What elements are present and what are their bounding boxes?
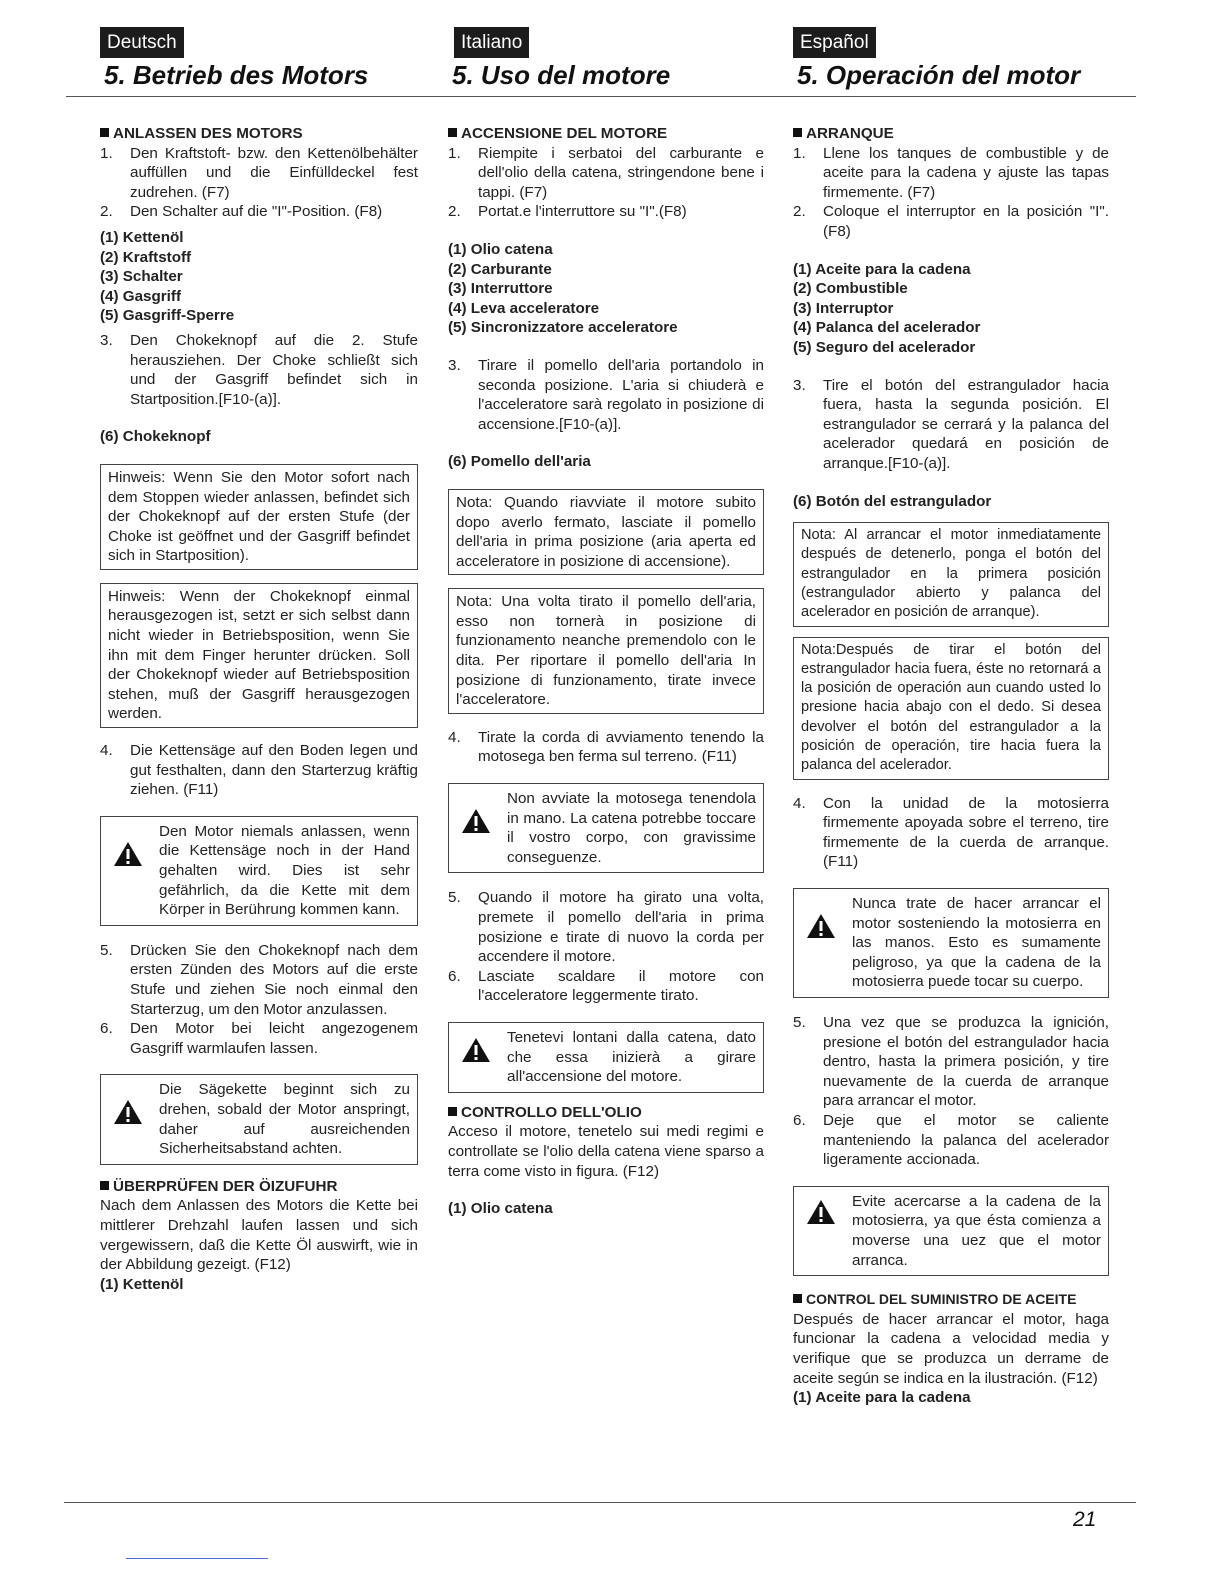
note-box: Nota:Después de tirar el botón del estrangulador hacia fuera, éste no retornará a la posición de operación aun cuando usted lo presione hacia abajo con el dedo. Si desea devolver el botón del estrangulador a la posición de operación, tire hacia fuera la palanca del acelerador. bbox=[793, 637, 1109, 780]
warning-box: Nunca trate de hacer arrancar el motor sosteniendo la motosierra en las manos. Esto es sumamente peligroso, ya que la cadena de la motosierra puede tocar su cuerpo. bbox=[793, 888, 1109, 998]
column-content bbox=[100, 124, 418, 1294]
step-item: 6. Lasciate scaldare il motore con l'acceleratore leggermente tirato. bbox=[448, 967, 764, 1005]
legend-item: (5) Sincronizzatore acceleratore bbox=[448, 319, 678, 337]
steps-list bbox=[448, 144, 764, 222]
warning-triangle-icon bbox=[806, 1199, 836, 1225]
steps-list bbox=[448, 888, 764, 1006]
oil-check-heading: ÜBERPRÜFEN DER ÖIZUFUHR bbox=[100, 1177, 418, 1197]
parts-legend bbox=[448, 240, 764, 338]
section-title: 5. Betrieb des Motors bbox=[104, 60, 369, 90]
legend-item: (4) Leva acceleratore bbox=[448, 299, 600, 317]
column-content bbox=[793, 124, 1109, 1408]
bullet-square-icon bbox=[448, 128, 457, 137]
language-tag: Español bbox=[793, 27, 876, 58]
note-box: Nota: Quando riavviate il motore subito dopo averlo fermato, lasciate il pomello dell'aria in prima posizione (aria aperta ed acceleratore in posizione di accensione). bbox=[448, 489, 764, 575]
steps-list bbox=[100, 144, 418, 222]
steps-list bbox=[100, 741, 418, 800]
step-item: 4. Tirate la corda di avviamento tenendo la motosega ben ferma sul terreno. (F11) bbox=[448, 728, 764, 766]
oil-check-text: Nach dem Anlassen des Motors die Kette bei mittlerer Drehzahl laufen lassen und sich vergewissern, daß die Kette Öl auswirft, wie in der Abbildung gezeigt. (F12) bbox=[100, 1197, 418, 1274]
language-tag: Italiano bbox=[454, 27, 529, 58]
step-item: 5. Una vez que se produzca la ignición, presione el botón del estrangulador hacia dentro, hasta la primera posición, y tire nuevamente de la cuerda de arranque para arrancar el motor. bbox=[793, 1014, 1109, 1110]
warning-box: Evite acercarse a la cadena de la motosierra, ya que ésta comienza a moverse una uez que el motor arranca. bbox=[793, 1186, 1109, 1276]
bullet-square-icon bbox=[793, 128, 802, 137]
steps-list bbox=[100, 941, 418, 1059]
warning-triangle-icon bbox=[461, 1037, 491, 1063]
choke-legend: (6) Botón del estrangulador bbox=[793, 492, 992, 510]
warning-triangle-icon bbox=[806, 913, 836, 939]
legend-item: (1) Aceite para la cadena bbox=[793, 260, 971, 278]
steps-list bbox=[448, 356, 764, 434]
parts-legend bbox=[793, 260, 1109, 358]
step-item: 1. Den Kraftstoft- bzw. den Kettenölbehälter auffüllen und die Einfülldeckel fest zudrehen. (F7) bbox=[100, 144, 418, 201]
steps-list bbox=[793, 376, 1109, 474]
warning-box: Die Sägekette beginnt sich zu drehen, sobald der Motor anspringt, daher auf ausreichenden Sicherheitsabstand achten. bbox=[100, 1074, 418, 1164]
section-title: 5. Uso del motore bbox=[452, 60, 671, 90]
warning-box: Tenetevi lontani dalla catena, dato che essa inizierà a girare all'accensione del motore. bbox=[448, 1022, 764, 1093]
legend-item: (1) Kettenöl bbox=[100, 228, 184, 246]
legend-item: (3) Interruttore bbox=[448, 280, 553, 298]
step-item: 3. Tirare il pomello dell'aria portandolo in seconda posizione. L'aria si chiuderà e l'acceleratore sarà regolato in posizione di accensione.[F10-(a)]. bbox=[448, 356, 764, 433]
step-item: 2. Den Schalter auf die "I"-Position. (F8) bbox=[100, 203, 383, 221]
start-heading: ANLASSEN DES MOTORS bbox=[100, 124, 418, 144]
warning-triangle-icon bbox=[113, 1099, 143, 1125]
oil-check-heading: CONTROL DEL SUMINISTRO DE ACEITE bbox=[793, 1290, 1109, 1310]
legend-item: (1) Olio catena bbox=[448, 240, 553, 258]
footer-link-line bbox=[126, 1558, 268, 1559]
note-box: Nota: Una volta tirato il pomello dell'aria, esso non tornerà in posizione di funzionamento neanche premendolo con le dita. Per riportare il pomello dell'aria In posizione di funzionamento, tirate invece l'acceleratore. bbox=[448, 588, 764, 714]
choke-legend: (6) Chokeknopf bbox=[100, 428, 211, 446]
legend-item: (2) Combustible bbox=[793, 280, 908, 298]
oil-check-heading: CONTROLLO DELL'OLIO bbox=[448, 1103, 764, 1123]
legend-item: (5) Seguro del acelerador bbox=[793, 338, 976, 356]
warning-triangle-icon bbox=[461, 808, 491, 834]
steps-list bbox=[448, 728, 764, 767]
choke-legend: (6) Pomello dell'aria bbox=[448, 453, 591, 471]
header-rule bbox=[66, 96, 1136, 97]
bullet-square-icon bbox=[100, 128, 109, 137]
step-item: 6. Deje que el motor se caliente manteniendo la palanca del acelerador ligeramente accionada. bbox=[793, 1111, 1109, 1169]
start-heading: ARRANQUE bbox=[793, 124, 1109, 144]
step-item: 1. Riempite i serbatoi del carburante e dell'olio della catena, stringendone bene i tappi. (F7) bbox=[448, 144, 764, 201]
steps-list bbox=[793, 794, 1109, 872]
steps-list bbox=[793, 1013, 1109, 1170]
bullet-square-icon bbox=[448, 1107, 457, 1116]
step-item: 1. Llene los tanques de combustible y de aceite para la cadena y ajuste las tapas firmemente. (F7) bbox=[793, 144, 1109, 201]
legend-item: (5) Gasgriff-Sperre bbox=[100, 307, 235, 325]
parts-legend bbox=[100, 228, 418, 326]
legend-item: (4) Palanca del acelerador bbox=[793, 319, 981, 337]
step-item: 4. Die Kettensäge auf den Boden legen und gut festhalten, dann den Starterzug kräftig ziehen. (F11) bbox=[100, 742, 418, 799]
legend-item: (2) Carburante bbox=[448, 260, 552, 278]
legend-item: (3) Interruptor bbox=[793, 299, 894, 317]
legend-item: (4) Gasgriff bbox=[100, 287, 182, 305]
warning-box: Non avviate la motosega tenendola in mano. La catena potrebbe toccare il vostro corpo, con gravissime conseguenze. bbox=[448, 783, 764, 873]
oil-check-text: Después de hacer arrancar el motor, haga funcionar la cadena a velocidad media y verifique que se produzca un derrame de aceite según se indica en la ilustración. (F12) bbox=[793, 1310, 1109, 1387]
oil-check-legend: (1) Kettenöl bbox=[100, 1275, 184, 1293]
step-item: 5. Drücken Sie den Chokeknopf nach dem ersten Zünden des Motors auf die erste Stufe und ziehen Sie noch einmal den Starterzug, um den Motor anzulassen. bbox=[100, 941, 418, 1018]
bullet-square-icon bbox=[100, 1181, 109, 1190]
step-item: 2. Portat.e l'interruttore su "I".(F8) bbox=[448, 203, 687, 221]
column-content bbox=[448, 124, 764, 1219]
oil-check-legend: (1) Aceite para la cadena bbox=[793, 1389, 971, 1407]
note-box: Hinweis: Wenn Sie den Motor sofort nach dem Stoppen wieder anlassen, befindet sich der Chokeknopf auf der ersten Stufe (der Choke ist geöffnet und der Gasgriff befindet sich in Startposition). bbox=[100, 464, 418, 570]
legend-item: (3) Schalter bbox=[100, 268, 183, 286]
oil-check-text: Acceso il motore, tenetelo sui medi regimi e controllate se l'olio della catena viene sparso a terra come visto in figura. (F12) bbox=[448, 1123, 764, 1180]
step-item: 3. Tire el botón del estrangulador hacia fuera, hasta la segunda posición. El estrangulador se cerrará y la palanca del acelerador quedará en posición de arranque.[F10-(a)]. bbox=[793, 376, 1109, 472]
warning-box: Den Motor niemals anlassen, wenn die Kettensäge noch in der Hand gehalten wird. Dies ist sehr gefährlich, da die Kette mit dem Körper in Berührung kommen kann. bbox=[100, 816, 418, 926]
legend-item: (2) Kraftstoff bbox=[100, 248, 192, 266]
step-item: 2. Coloque el interruptor en la posición "I". (F8) bbox=[793, 203, 1109, 240]
note-box: Hinweis: Wenn der Chokeknopf einmal herausgezogen ist, setzt er sich selbst dann nicht wieder in Betriebsposition, wenn Sie ihn mit dem Finger herunter drücken. Soll der Chokeknopf wieder auf Betriebsposition stehen, muß der Gasgriff herausgezogen werden. bbox=[100, 583, 418, 728]
footer-rule bbox=[64, 1502, 1136, 1503]
step-item: 3. Den Chokeknopf auf die 2. Stufe herausziehen. Der Choke schließt sich und der Gasgriff befindet sich in Startposition.[F10-(a)]. bbox=[100, 331, 418, 408]
oil-check-legend: (1) Olio catena bbox=[448, 1200, 553, 1218]
start-heading: ACCENSIONE DEL MOTORE bbox=[448, 124, 764, 144]
steps-list bbox=[100, 331, 418, 409]
bullet-square-icon bbox=[793, 1294, 802, 1303]
section-title: 5. Operación del motor bbox=[797, 60, 1081, 90]
step-item: 4. Con la unidad de la motosierra firmemente apoyada sobre el terreno, tire firmemente de la cuerda de arranque. (F11) bbox=[793, 794, 1109, 871]
note-box: Nota: Al arrancar el motor inmediatamente después de detenerlo, ponga el botón del estrangulador en la primera posición (estrangulador abierto y palanca del acelerador en posición de arranque). bbox=[793, 522, 1109, 626]
step-item: 5. Quando il motore ha girato una volta, premete il pomello dell'aria in prima posizione e tirate di nuovo la corda per accendere il motore. bbox=[448, 889, 764, 966]
warning-triangle-icon bbox=[113, 841, 143, 867]
step-item: 6. Den Motor bei leicht angezogenem Gasgriff warmlaufen lassen. bbox=[100, 1020, 418, 1057]
page-number: 21 bbox=[1073, 1508, 1097, 1531]
steps-list bbox=[793, 144, 1109, 242]
language-tag: Deutsch bbox=[100, 27, 184, 58]
